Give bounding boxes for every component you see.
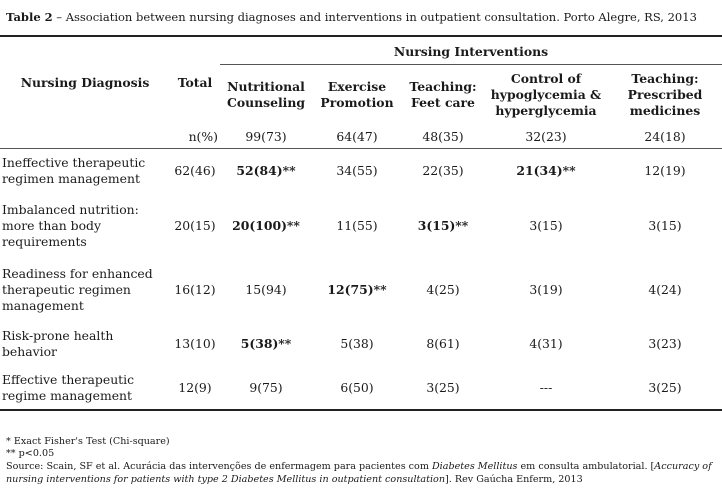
subhead-total: n(%) [188, 128, 218, 144]
footnote-source-continued: nursing interventions for patients with type 2 Diabetes Mellitus in outpatient consultation]. Rev Gaúcha Enferm, 2013 [6, 474, 583, 485]
value-cell: 8(61) [426, 336, 460, 351]
value-cell: 5(38)** [240, 336, 292, 351]
top-rule [0, 35, 722, 37]
subhead-value: 32(23) [525, 128, 567, 144]
header-nursing-diagnosis: Nursing Diagnosis [20, 75, 150, 90]
header-teaching-medicines: Teaching: Prescribed medicines [627, 71, 703, 119]
value-cell: 12(19) [644, 163, 686, 179]
header-control-glycemia: Control of hypoglycemia & hyperglycemia [490, 71, 602, 119]
value-cell: 5(38) [340, 336, 374, 351]
header-teaching-feet-care: Teaching: Feet care [409, 79, 477, 111]
total-cell: 62(46) [174, 163, 216, 179]
footnote-significance: ** p<0.05 [6, 448, 55, 459]
value-cell: 3(15)** [417, 218, 469, 233]
table-row [0, 148, 722, 194]
caption-text: – Association between nursing diagnoses and interventions in outpatient consultation. Porto Alegre, RS, 2013 [52, 10, 697, 24]
value-cell: 3(15) [648, 218, 682, 233]
value-cell: 3(19) [529, 282, 563, 297]
total-cell: 12(9) [178, 379, 212, 395]
diagnosis-cell: Ineffective therapeutic regimen management [2, 155, 146, 187]
header-exercise-promotion: Exercise Promotion [320, 79, 394, 111]
value-cell: 4(25) [426, 282, 460, 297]
value-cell: --- [539, 379, 553, 395]
header-total: Total [177, 75, 213, 90]
subhead-value: 64(47) [336, 128, 378, 144]
header-row-group [0, 40, 722, 64]
value-cell: 3(23) [648, 336, 682, 351]
footnote-fisher: * Exact Fisher's Test (Chi-square) [6, 436, 170, 447]
diagnosis-cell: Effective therapeutic regime management [2, 371, 135, 403]
value-cell: 22(35) [422, 163, 464, 179]
table-row [0, 366, 722, 410]
total-cell: 16(12) [174, 282, 216, 297]
value-cell: 4(31) [529, 336, 563, 351]
diagnosis-cell: Imbalanced nutrition: more than body requirements [2, 202, 139, 249]
header-nutritional-counseling: Nutritional Counseling [226, 79, 306, 111]
value-cell: 11(55) [336, 218, 378, 233]
subhead-value: 99(73) [245, 128, 287, 144]
table-caption [6, 10, 697, 24]
diagnosis-cell: Risk-prone health behavior [2, 328, 114, 359]
value-cell: 15(94) [245, 282, 287, 297]
total-cell: 13(10) [174, 336, 216, 351]
footnote-source: Source: Scain, SF et al. Acurácia das intervenções de enfermagem para pacientes com Diabetes Mellitus em consulta ambulatorial. [Accuracy of [6, 461, 712, 472]
subhead-row [0, 126, 722, 148]
table-row [0, 258, 722, 322]
value-cell: 3(25) [426, 379, 460, 395]
caption-label: Table 2 [6, 10, 53, 24]
value-cell: 34(55) [336, 163, 378, 179]
table-row [0, 322, 722, 366]
results-table [0, 40, 722, 411]
value-cell: 9(75) [249, 379, 283, 395]
value-cell: 20(100)** [232, 218, 300, 233]
value-cell: 12(75)** [327, 282, 387, 297]
table-row [0, 194, 722, 258]
value-cell: 21(34)** [516, 163, 576, 179]
value-cell: 6(50) [340, 379, 374, 395]
value-cell: 3(25) [648, 379, 682, 395]
value-cell: 4(24) [648, 282, 682, 297]
value-cell: 52(84)** [236, 163, 296, 179]
header-nursing-interventions: Nursing Interventions [220, 40, 722, 64]
total-cell: 20(15) [174, 218, 216, 233]
diagnosis-cell: Readiness for enhanced therapeutic regimen management [2, 266, 153, 313]
subhead-value: 48(35) [422, 128, 464, 144]
subhead-value: 24(18) [644, 128, 686, 144]
value-cell: 3(15) [529, 218, 563, 233]
